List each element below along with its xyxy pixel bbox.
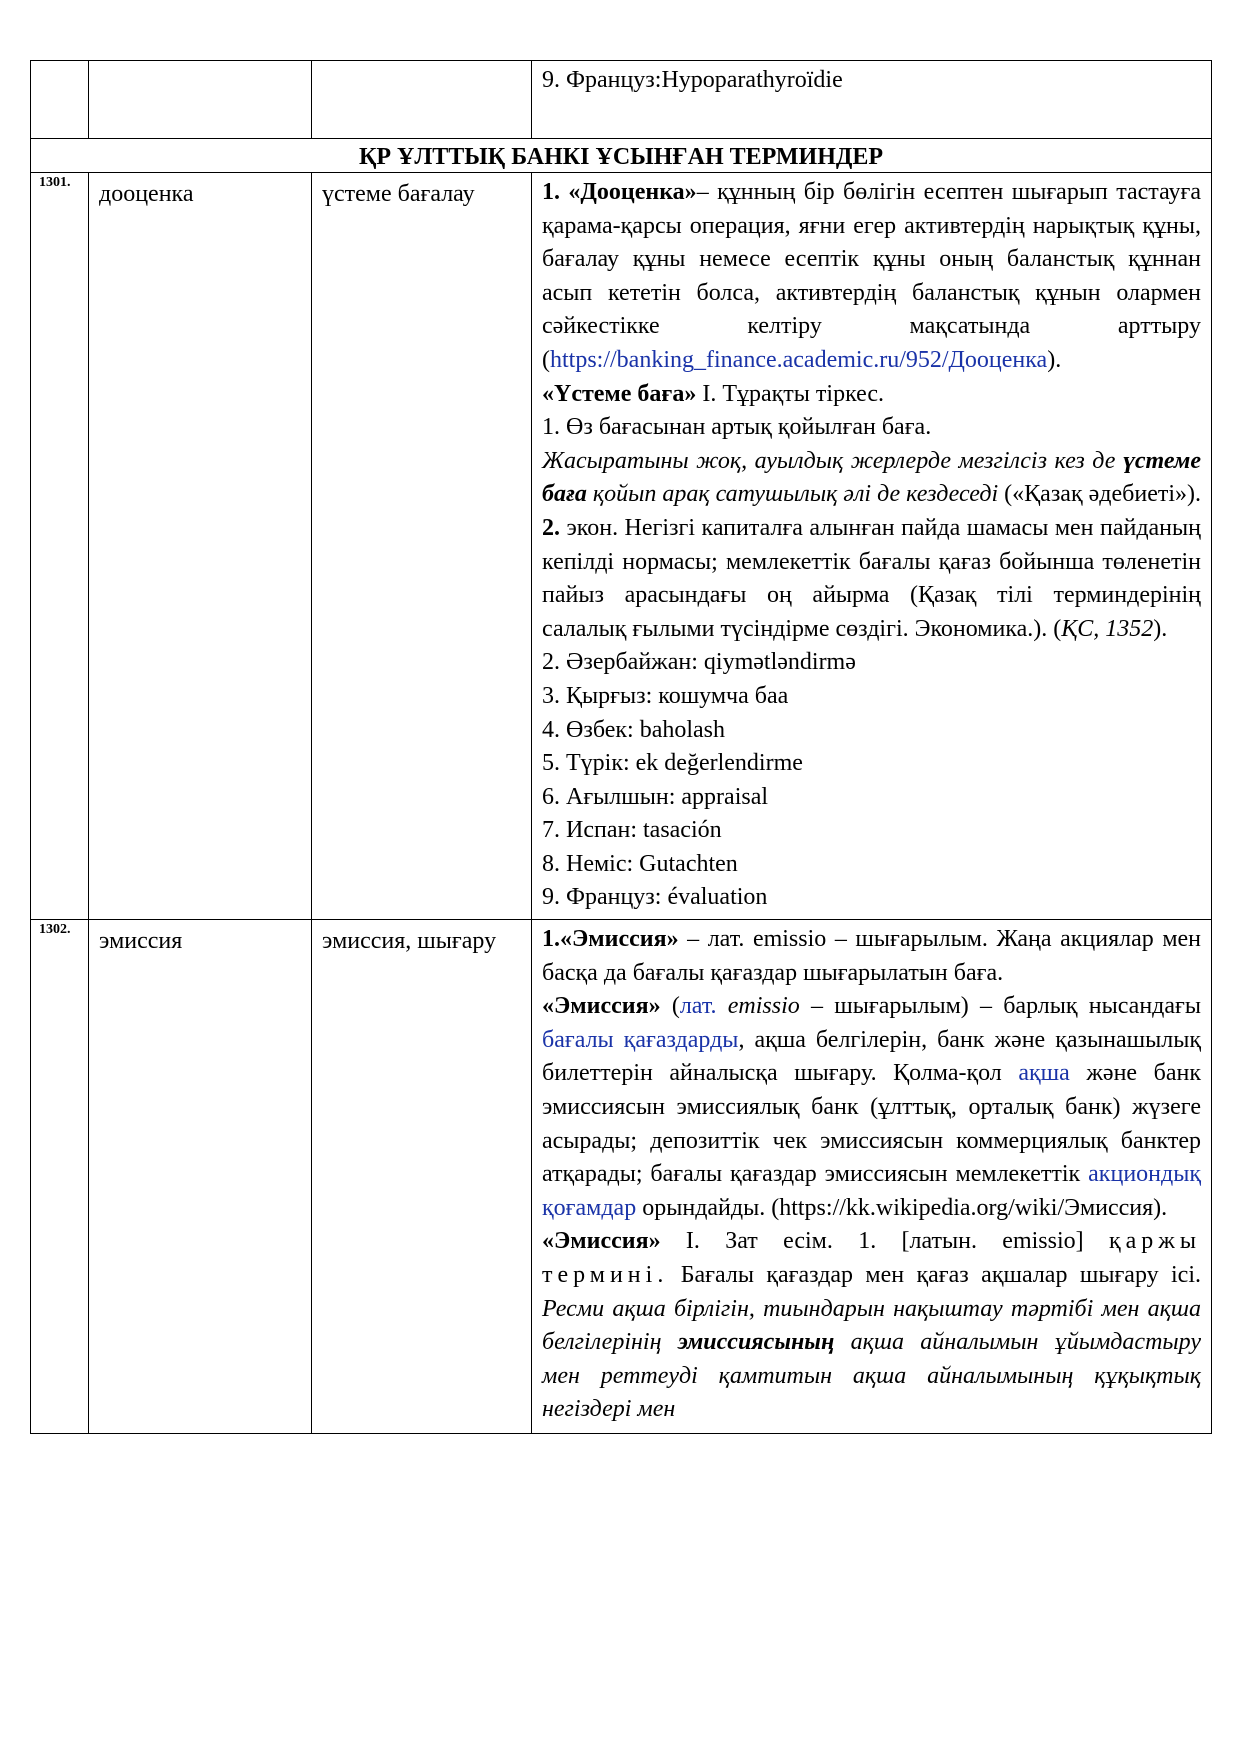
term-kazakh: эмиссия, шығару	[312, 920, 532, 1434]
definition-paragraph: 1. «Дооценка»– құнның бір бөлігін есептен шығарып тастауға қарама-қарсы операция, яғни егер активтердің нарықтық құны, бағалау құны немесе есептік құны оның баланстық құннан асып кететін болса, активтердің баланстық құнын олармен сәйкестікке келтіру мақсатында арттыру (https://banking_finance.academic.ru/952/Дооценка).	[542, 179, 1201, 373]
translation-line: 8. Неміс: Gutachten	[542, 850, 738, 877]
section-title: ҚР ҰЛТТЫҚ БАНКІ ҰСЫНҒАН ТЕРМИНДЕР	[31, 139, 1212, 173]
section-row	[31, 139, 1212, 173]
translation-line: 3. Қырғыз: кошумча баа	[542, 682, 789, 709]
translation-line: 4. Өзбек: baholash	[542, 716, 725, 743]
definition-paragraph: «Үстеме баға» I. Тұрақты тіркес.	[542, 380, 885, 407]
term-kazakh: үстеме бағалау	[312, 173, 532, 920]
terms-table	[30, 60, 1212, 1434]
translation-line: 2. Әзербайжан: qiymətləndirmə	[542, 649, 856, 676]
term-russian: дооценка	[89, 173, 312, 920]
translation-line: 9. Француз: évaluation	[542, 884, 768, 911]
cell-definition	[532, 61, 1212, 139]
link-lat[interactable]: лат.	[679, 993, 717, 1020]
definition-paragraph: «Эмиссия» I. Зат есім. 1. [латын. emissio] қаржы термині. Бағалы қағаздар мен қағаз ақшалар шығару ісі. Ресми ақша бірлігін, тиындарын нақыштау тәртібі мен ақша белгілерінің эмиссиясының ақша айналымын ұйымдастыру мен реттеуді қамтитын ақша айналымының құқықтық негіздері мен	[542, 1228, 1201, 1423]
cell-definition	[532, 173, 1212, 920]
definition-paragraph: 1.«Эмиссия» – лат. emissio – шығарылым. Жаңа акциялар мен басқа да бағалы қағаздар шығарылатын баға.	[542, 926, 1201, 986]
source-link[interactable]: https://banking_finance.academic.ru/952/Дооценка	[550, 346, 1048, 373]
definition-paragraph: «Эмиссия» (лат. emissio – шығарылым) – барлық нысандағы бағалы қағаздарды, ақша белгілерін, банк және қазынашылық билеттерін айналысқа шығару. Қолма-қол ақша және банк эмиссиясын эмиссиялық банк (ұлттық, орталық банк) жүзеге асырады; депозиттік чек эмиссиясын коммерциялық банктер атқарады; бағалы қағаздар эмиссиясын мемлекеттік акциондық қоғамдар орындайды. (https://kk.wikipedia.org/wiki/Эмиссия).	[542, 993, 1202, 1221]
cell-definition	[532, 920, 1212, 1434]
cell-number	[31, 61, 89, 139]
translation-line: 6. Ағылшын: appraisal	[542, 783, 769, 810]
term-russian: эмиссия	[89, 920, 312, 1434]
cell-term-ru	[89, 61, 312, 139]
table-row	[31, 61, 1212, 139]
definition-paragraph: Жасыратыны жоқ, ауылдық жерлерде мезгілсіз кез де үстеме баға қойып арақ сатушылық әлі де кездеседі («Қазақ әдебиеті»). 2. экон. Негізгі капиталға алынған пайда шамасы мен пайданың кепілді нормасы; мемлекеттік бағалы қағаз бойынша төленетін пайыз арасындағы оң айырма (Қазақ тілі терминдерінің салалық ғылыми түсіндірме сөздігі. Экономика.). (ҚС, 1352).	[542, 447, 1201, 642]
entry-number: 1302.	[31, 920, 89, 1434]
link-securities[interactable]: бағалы қағаздарды	[542, 1026, 739, 1053]
link-money[interactable]: ақша	[1018, 1060, 1070, 1087]
table-row	[31, 173, 1212, 920]
definition-line: 1. Өз бағасынан артық қойылған баға.	[542, 414, 932, 441]
definition-line: 9. Француз:Hypoparathyroïdie	[542, 67, 843, 93]
translation-line: 5. Түрік: ek değerlendirme	[542, 750, 803, 777]
table-row	[31, 920, 1212, 1434]
cell-term-kz	[312, 61, 532, 139]
entry-number: 1301.	[31, 173, 89, 920]
translation-line: 7. Испан: tasación	[542, 817, 722, 844]
link-joint-stock[interactable]: акциондық қоғамдар	[542, 1161, 1201, 1221]
